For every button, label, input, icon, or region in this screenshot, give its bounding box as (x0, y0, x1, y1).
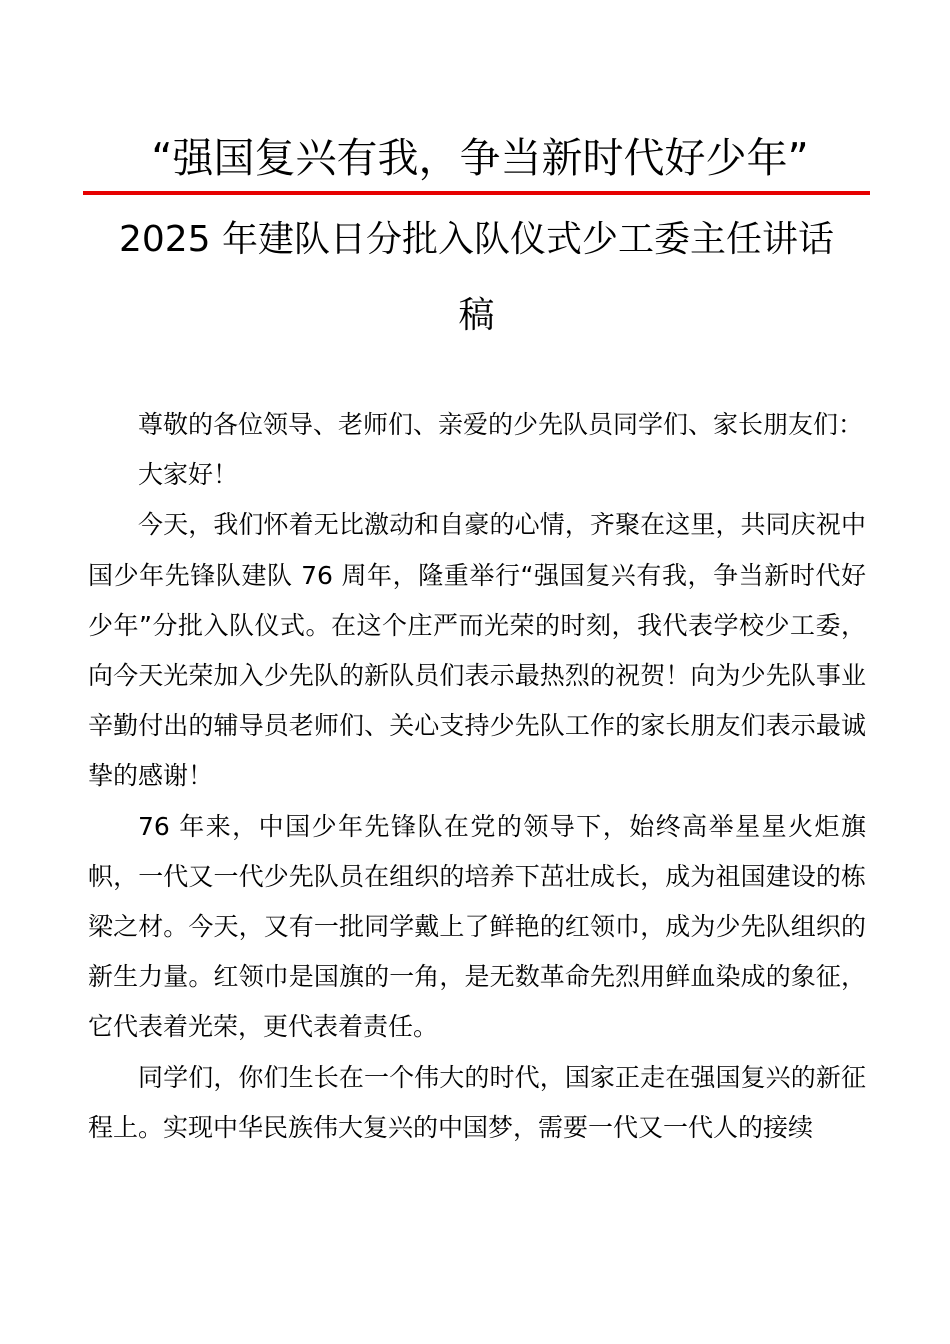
paragraph-greeting: 大家好！ (138, 460, 239, 490)
paragraph: 今天，我们怀着无比激动和自豪的心情，齐聚在这里，共同庆祝中国少年先锋队建队 76 周年，隆重举行“强国复兴有我，争当新时代好少年”分批入队仪式。在这个庄严而光荣的时刻，我代表学校少工委，向今天光荣加入少先队的新队员们表示最热烈的祝贺！向为少先队事业辛勤付出的辅导员老师们、关心支持少先队工作的家长朋友们表示最诚挚的感谢！ (88, 510, 866, 791)
paragraph: 76 年来，中国少年先锋队在党的领导下，始终高举星星火炬旗帜，一代又一代少先队员在组织的培养下茁壮成长，成为祖国建设的栋梁之材。今天，又有一批同学戴上了鲜艳的红领巾，成为少先队组织的新生力量。红领巾是国旗的一角，是无数革命先烈用鲜血染成的象征，它代表着光荣，更代表着责任。 (88, 811, 866, 1042)
title-line-3: 稿 (458, 295, 495, 336)
title-red-rule (83, 191, 870, 195)
paragraph-salutation: 尊敬的各位领导、老师们、亲爱的少先队员同学们、家长朋友们： (138, 410, 864, 439)
paragraph: 同学们，你们生长在一个伟大的时代，国家正走在强国复兴的新征程上。实现中华民族伟大复兴的中国梦，需要一代又一代人的接续 (88, 1062, 866, 1142)
title-line-1: “强国复兴有我，争当新时代好少年” (151, 134, 809, 182)
document-body (88, 400, 866, 1153)
title-line-2: 2025 年建队日分批入队仪式少工委主任讲话 (118, 219, 835, 260)
